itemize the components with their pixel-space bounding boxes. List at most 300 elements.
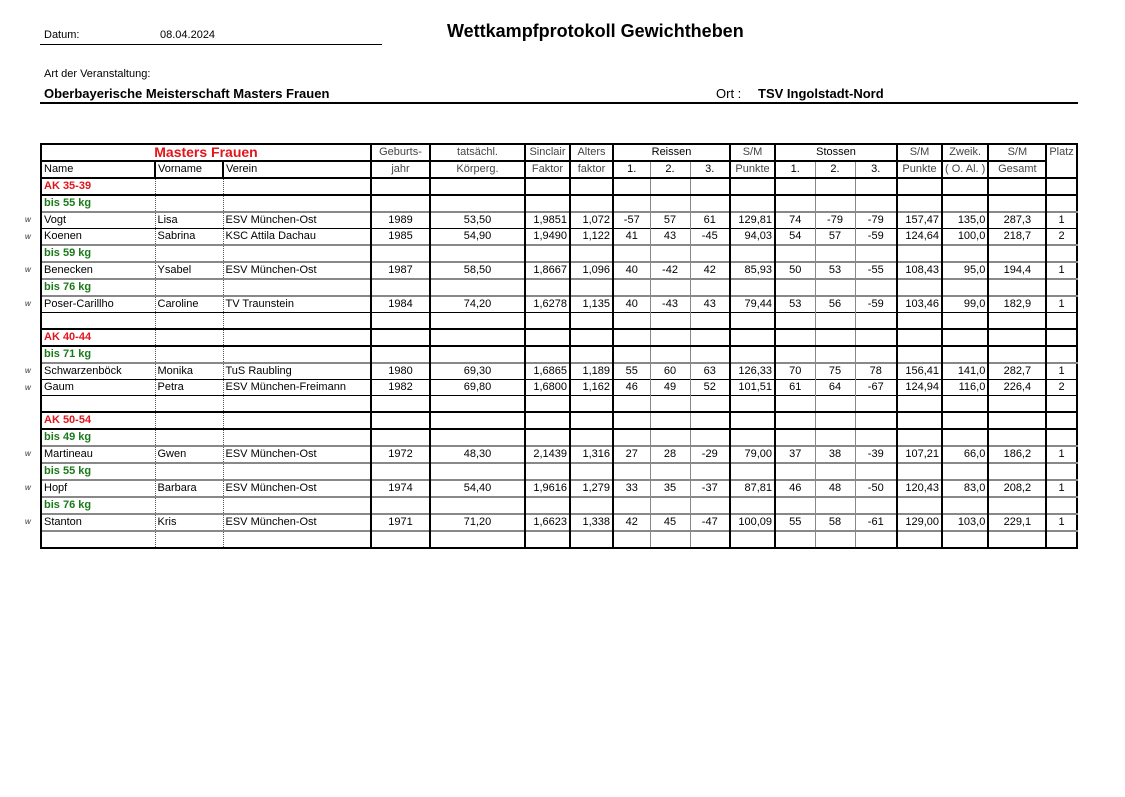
athlete-s1: 70 [775,363,815,380]
weight-class-row [41,429,1077,446]
empty-cell [525,497,570,514]
empty-cell [775,396,815,413]
athlete-alter: 1,122 [570,229,613,246]
empty-cell [613,346,650,363]
athlete-row [41,229,1077,246]
athlete-s-pkt: 108,43 [897,262,942,279]
athlete-s3: -67 [855,380,897,396]
empty-cell [690,429,730,446]
empty-cell [690,178,730,195]
athlete-r1: 40 [613,262,650,279]
athlete-alter: 1,279 [570,480,613,497]
empty-cell [650,329,690,346]
empty-cell [570,412,613,429]
empty-cell [430,329,525,346]
empty-cell [690,531,730,548]
empty-cell [855,178,897,195]
empty-cell [371,313,430,330]
empty-cell [371,412,430,429]
athlete-s1: 54 [775,229,815,246]
empty-cell [942,313,988,330]
empty-cell [988,463,1046,480]
empty-cell [855,195,897,212]
empty-cell [525,412,570,429]
athlete-name: Gaum [41,380,155,396]
athlete-r-pkt: 94,03 [730,229,775,246]
col-geburtsjahr-2: jahr [371,161,430,178]
empty-cell [650,313,690,330]
col-reissen-punkte-2: Punkte [730,161,775,178]
weight-class-row [41,279,1077,296]
date-label: Datum: [44,29,80,41]
athlete-row [41,514,1077,531]
empty-cell [430,429,525,446]
empty-cell [155,245,223,262]
athlete-s3: -59 [855,296,897,313]
empty-cell [371,329,430,346]
age-class-row [41,329,1077,346]
spacer-row [41,313,1077,330]
empty-cell [897,429,942,446]
empty-cell [690,497,730,514]
athlete-zweik: 66,0 [942,446,988,463]
weight-class-label: bis 71 kg [41,346,155,363]
athlete-r2: 35 [650,480,690,497]
empty-cell [613,329,650,346]
athlete-sinclair: 1,9851 [525,212,570,229]
athlete-alter: 1,189 [570,363,613,380]
empty-cell [815,245,855,262]
gender-marker: w [25,215,31,224]
athlete-row [41,296,1077,313]
empty-cell [570,463,613,480]
empty-cell [650,396,690,413]
athlete-s-pkt: 129,00 [897,514,942,531]
spacer-cell [41,531,155,548]
gender-marker: w [25,265,31,274]
empty-cell [988,497,1046,514]
event-value: Oberbayerische Meisterschaft Masters Frauen [44,86,330,101]
empty-cell [855,463,897,480]
athlete-platz: 1 [1046,212,1076,229]
empty-cell [815,178,855,195]
empty-cell [650,463,690,480]
athlete-r2: 45 [650,514,690,531]
athlete-r-pkt: 129,81 [730,212,775,229]
empty-cell [775,463,815,480]
athlete-gesamt: 282,7 [988,363,1046,380]
empty-cell [570,195,613,212]
athlete-r2: 57 [650,212,690,229]
protocol-table [40,143,1078,549]
athlete-row [41,363,1077,380]
athlete-s2: 64 [815,380,855,396]
athlete-vorname: Petra [155,380,223,396]
empty-cell [430,313,525,330]
athlete-r-pkt: 126,33 [730,363,775,380]
empty-cell [1046,313,1076,330]
athlete-r3: 63 [690,363,730,380]
col-koerpergewicht-2: Körperg. [430,161,525,178]
spacer-cell [41,396,155,413]
athlete-s-pkt: 124,64 [897,229,942,246]
empty-cell [570,329,613,346]
athlete-name: Stanton [41,514,155,531]
empty-cell [730,178,775,195]
header-row-2 [41,161,1077,178]
empty-cell [775,245,815,262]
empty-cell [815,329,855,346]
empty-cell [855,412,897,429]
athlete-jahr: 1984 [371,296,430,313]
empty-cell [897,412,942,429]
col-reissen-3: 3. [690,161,730,178]
empty-cell [430,245,525,262]
empty-cell [223,429,371,446]
empty-cell [525,346,570,363]
athlete-s2: 75 [815,363,855,380]
empty-cell [155,396,223,413]
empty-cell [430,531,525,548]
empty-cell [371,429,430,446]
athlete-s2: 48 [815,480,855,497]
col-alters-2: faktor [570,161,613,178]
gender-marker: w [25,299,31,308]
empty-cell [775,279,815,296]
empty-cell [430,178,525,195]
col-vorname: Vorname [155,161,223,178]
empty-cell [223,245,371,262]
empty-cell [1046,178,1076,195]
empty-cell [1046,279,1076,296]
empty-cell [650,245,690,262]
athlete-jahr: 1985 [371,229,430,246]
athlete-r2: 43 [650,229,690,246]
athlete-gesamt: 287,3 [988,212,1046,229]
empty-cell [1046,346,1076,363]
location-label: Ort : [716,86,742,101]
athlete-name: Koenen [41,229,155,246]
empty-cell [730,245,775,262]
athlete-jahr: 1989 [371,212,430,229]
col-sinclair: Sinclair [525,144,570,161]
age-class-label: AK 50-54 [41,412,155,429]
athlete-s3: 78 [855,363,897,380]
empty-cell [430,195,525,212]
athlete-sinclair: 1,6865 [525,363,570,380]
athlete-row [41,380,1077,396]
athlete-alter: 1,072 [570,212,613,229]
athlete-vorname: Kris [155,514,223,531]
empty-cell [1046,531,1076,548]
empty-cell [155,279,223,296]
empty-cell [855,279,897,296]
weight-class-label: bis 49 kg [41,429,155,446]
col-stossen-1: 1. [775,161,815,178]
empty-cell [570,531,613,548]
athlete-r3: 42 [690,262,730,279]
athlete-zweik: 116,0 [942,380,988,396]
empty-cell [775,531,815,548]
empty-cell [371,497,430,514]
athlete-r-pkt: 85,93 [730,262,775,279]
athlete-s1: 50 [775,262,815,279]
empty-cell [1046,463,1076,480]
empty-cell [223,279,371,296]
athlete-platz: 1 [1046,363,1076,380]
empty-cell [155,463,223,480]
empty-cell [690,412,730,429]
athlete-s2: 56 [815,296,855,313]
empty-cell [570,279,613,296]
athlete-platz: 1 [1046,480,1076,497]
spacer-row [41,531,1077,548]
gender-marker: w [25,483,31,492]
athlete-s1: 55 [775,514,815,531]
empty-cell [613,195,650,212]
athlete-s2: 57 [815,229,855,246]
empty-cell [430,346,525,363]
col-stossen: Stossen [775,144,897,161]
athlete-r3: 52 [690,380,730,396]
gender-marker: w [25,517,31,526]
empty-cell [942,396,988,413]
athlete-s2: 53 [815,262,855,279]
athlete-jahr: 1974 [371,480,430,497]
athlete-s1: 74 [775,212,815,229]
col-reissen-2: 2. [650,161,690,178]
empty-cell [730,279,775,296]
athlete-s1: 46 [775,480,815,497]
athlete-s-pkt: 124,94 [897,380,942,396]
empty-cell [815,463,855,480]
empty-cell [942,279,988,296]
empty-cell [942,346,988,363]
athlete-alter: 1,162 [570,380,613,396]
athlete-vorname: Ysabel [155,262,223,279]
empty-cell [815,195,855,212]
athlete-gesamt: 194,4 [988,262,1046,279]
athlete-s3: -59 [855,229,897,246]
empty-cell [155,346,223,363]
empty-cell [775,195,815,212]
empty-cell [815,346,855,363]
empty-cell [897,178,942,195]
athlete-r-pkt: 79,44 [730,296,775,313]
location-value: TSV Ingolstadt-Nord [758,86,884,101]
athlete-r1: 46 [613,380,650,396]
empty-cell [223,463,371,480]
athlete-sinclair: 1,6800 [525,380,570,396]
empty-cell [730,346,775,363]
athlete-sinclair: 1,8667 [525,262,570,279]
empty-cell [570,313,613,330]
empty-cell [223,329,371,346]
athlete-name: Schwarzenböck [41,363,155,380]
athlete-r3: -29 [690,446,730,463]
gender-marker: w [25,366,31,375]
weight-class-row [41,245,1077,262]
age-class-label: AK 40-44 [41,329,155,346]
empty-cell [1046,329,1076,346]
athlete-jahr: 1980 [371,363,430,380]
empty-cell [942,178,988,195]
header-underline [40,102,1078,104]
athlete-name: Benecken [41,262,155,279]
weight-class-label: bis 76 kg [41,279,155,296]
empty-cell [525,329,570,346]
athlete-gesamt: 218,7 [988,229,1046,246]
weight-class-row [41,195,1077,212]
empty-cell [525,463,570,480]
empty-cell [613,429,650,446]
empty-cell [525,429,570,446]
athlete-alter: 1,096 [570,262,613,279]
athlete-s3: -39 [855,446,897,463]
empty-cell [897,313,942,330]
empty-cell [730,497,775,514]
athlete-verein: TV Traunstein [223,296,371,313]
athlete-platz: 2 [1046,380,1076,396]
col-stossen-2: 2. [815,161,855,178]
athlete-verein: ESV München-Ost [223,514,371,531]
athlete-name: Vogt [41,212,155,229]
athlete-r-pkt: 100,09 [730,514,775,531]
athlete-zweik: 99,0 [942,296,988,313]
empty-cell [223,178,371,195]
spacer-cell [41,313,155,330]
athlete-vorname: Barbara [155,480,223,497]
athlete-r3: -47 [690,514,730,531]
athlete-kg: 54,40 [430,480,525,497]
empty-cell [430,412,525,429]
athlete-row [41,446,1077,463]
athlete-kg: 53,50 [430,212,525,229]
athlete-jahr: 1971 [371,514,430,531]
empty-cell [855,497,897,514]
empty-cell [897,531,942,548]
athlete-r3: 43 [690,296,730,313]
athlete-jahr: 1972 [371,446,430,463]
athlete-vorname: Sabrina [155,229,223,246]
empty-cell [942,195,988,212]
athlete-alter: 1,135 [570,296,613,313]
empty-cell [430,279,525,296]
athlete-gesamt: 229,1 [988,514,1046,531]
empty-cell [570,245,613,262]
athlete-s-pkt: 157,47 [897,212,942,229]
empty-cell [855,329,897,346]
athlete-s3: -50 [855,480,897,497]
athlete-s3: -79 [855,212,897,229]
empty-cell [613,396,650,413]
empty-cell [371,245,430,262]
col-verein: Verein [223,161,371,178]
empty-cell [570,346,613,363]
empty-cell [942,412,988,429]
athlete-r2: -43 [650,296,690,313]
empty-cell [223,195,371,212]
athlete-vorname: Gwen [155,446,223,463]
athlete-r1: 41 [613,229,650,246]
athlete-gesamt: 208,2 [988,480,1046,497]
empty-cell [570,178,613,195]
athlete-s-pkt: 103,46 [897,296,942,313]
empty-cell [650,195,690,212]
empty-cell [650,497,690,514]
empty-cell [855,245,897,262]
empty-cell [1046,412,1076,429]
empty-cell [942,463,988,480]
empty-cell [570,429,613,446]
athlete-jahr: 1987 [371,262,430,279]
athlete-platz: 2 [1046,229,1076,246]
empty-cell [613,245,650,262]
empty-cell [371,463,430,480]
athlete-kg: 48,30 [430,446,525,463]
athlete-platz: 1 [1046,514,1076,531]
empty-cell [690,463,730,480]
age-class-row [41,412,1077,429]
col-stossen-punkte-2: Punkte [897,161,942,178]
athlete-verein: ESV München-Freimann [223,380,371,396]
athlete-verein: ESV München-Ost [223,446,371,463]
empty-cell [690,313,730,330]
spacer-row [41,396,1077,413]
col-platz: Platz [1046,144,1076,178]
athlete-row [41,262,1077,279]
col-gesamt: S/M [988,144,1046,161]
athlete-r1: -57 [613,212,650,229]
empty-cell [690,346,730,363]
col-name: Name [41,161,155,178]
empty-cell [430,396,525,413]
athlete-s3: -61 [855,514,897,531]
col-reissen-punkte: S/M [730,144,775,161]
empty-cell [775,497,815,514]
empty-cell [897,463,942,480]
empty-cell [988,329,1046,346]
athlete-verein: KSC Attila Dachau [223,229,371,246]
empty-cell [223,497,371,514]
empty-cell [730,329,775,346]
weight-class-label: bis 59 kg [41,245,155,262]
athlete-verein: ESV München-Ost [223,480,371,497]
empty-cell [690,279,730,296]
athlete-kg: 71,20 [430,514,525,531]
empty-cell [730,531,775,548]
athlete-s2: 58 [815,514,855,531]
athlete-s1: 61 [775,380,815,396]
athlete-vorname: Lisa [155,212,223,229]
empty-cell [775,412,815,429]
header-row-1 [41,144,1077,161]
empty-cell [690,396,730,413]
col-koerpergewicht: tatsächl. [430,144,525,161]
athlete-platz: 1 [1046,296,1076,313]
empty-cell [613,412,650,429]
empty-cell [942,497,988,514]
empty-cell [1046,497,1076,514]
empty-cell [855,313,897,330]
empty-cell [775,346,815,363]
empty-cell [855,531,897,548]
empty-cell [613,313,650,330]
empty-cell [855,346,897,363]
age-class-label: AK 35-39 [41,178,155,195]
empty-cell [223,313,371,330]
athlete-r3: -37 [690,480,730,497]
